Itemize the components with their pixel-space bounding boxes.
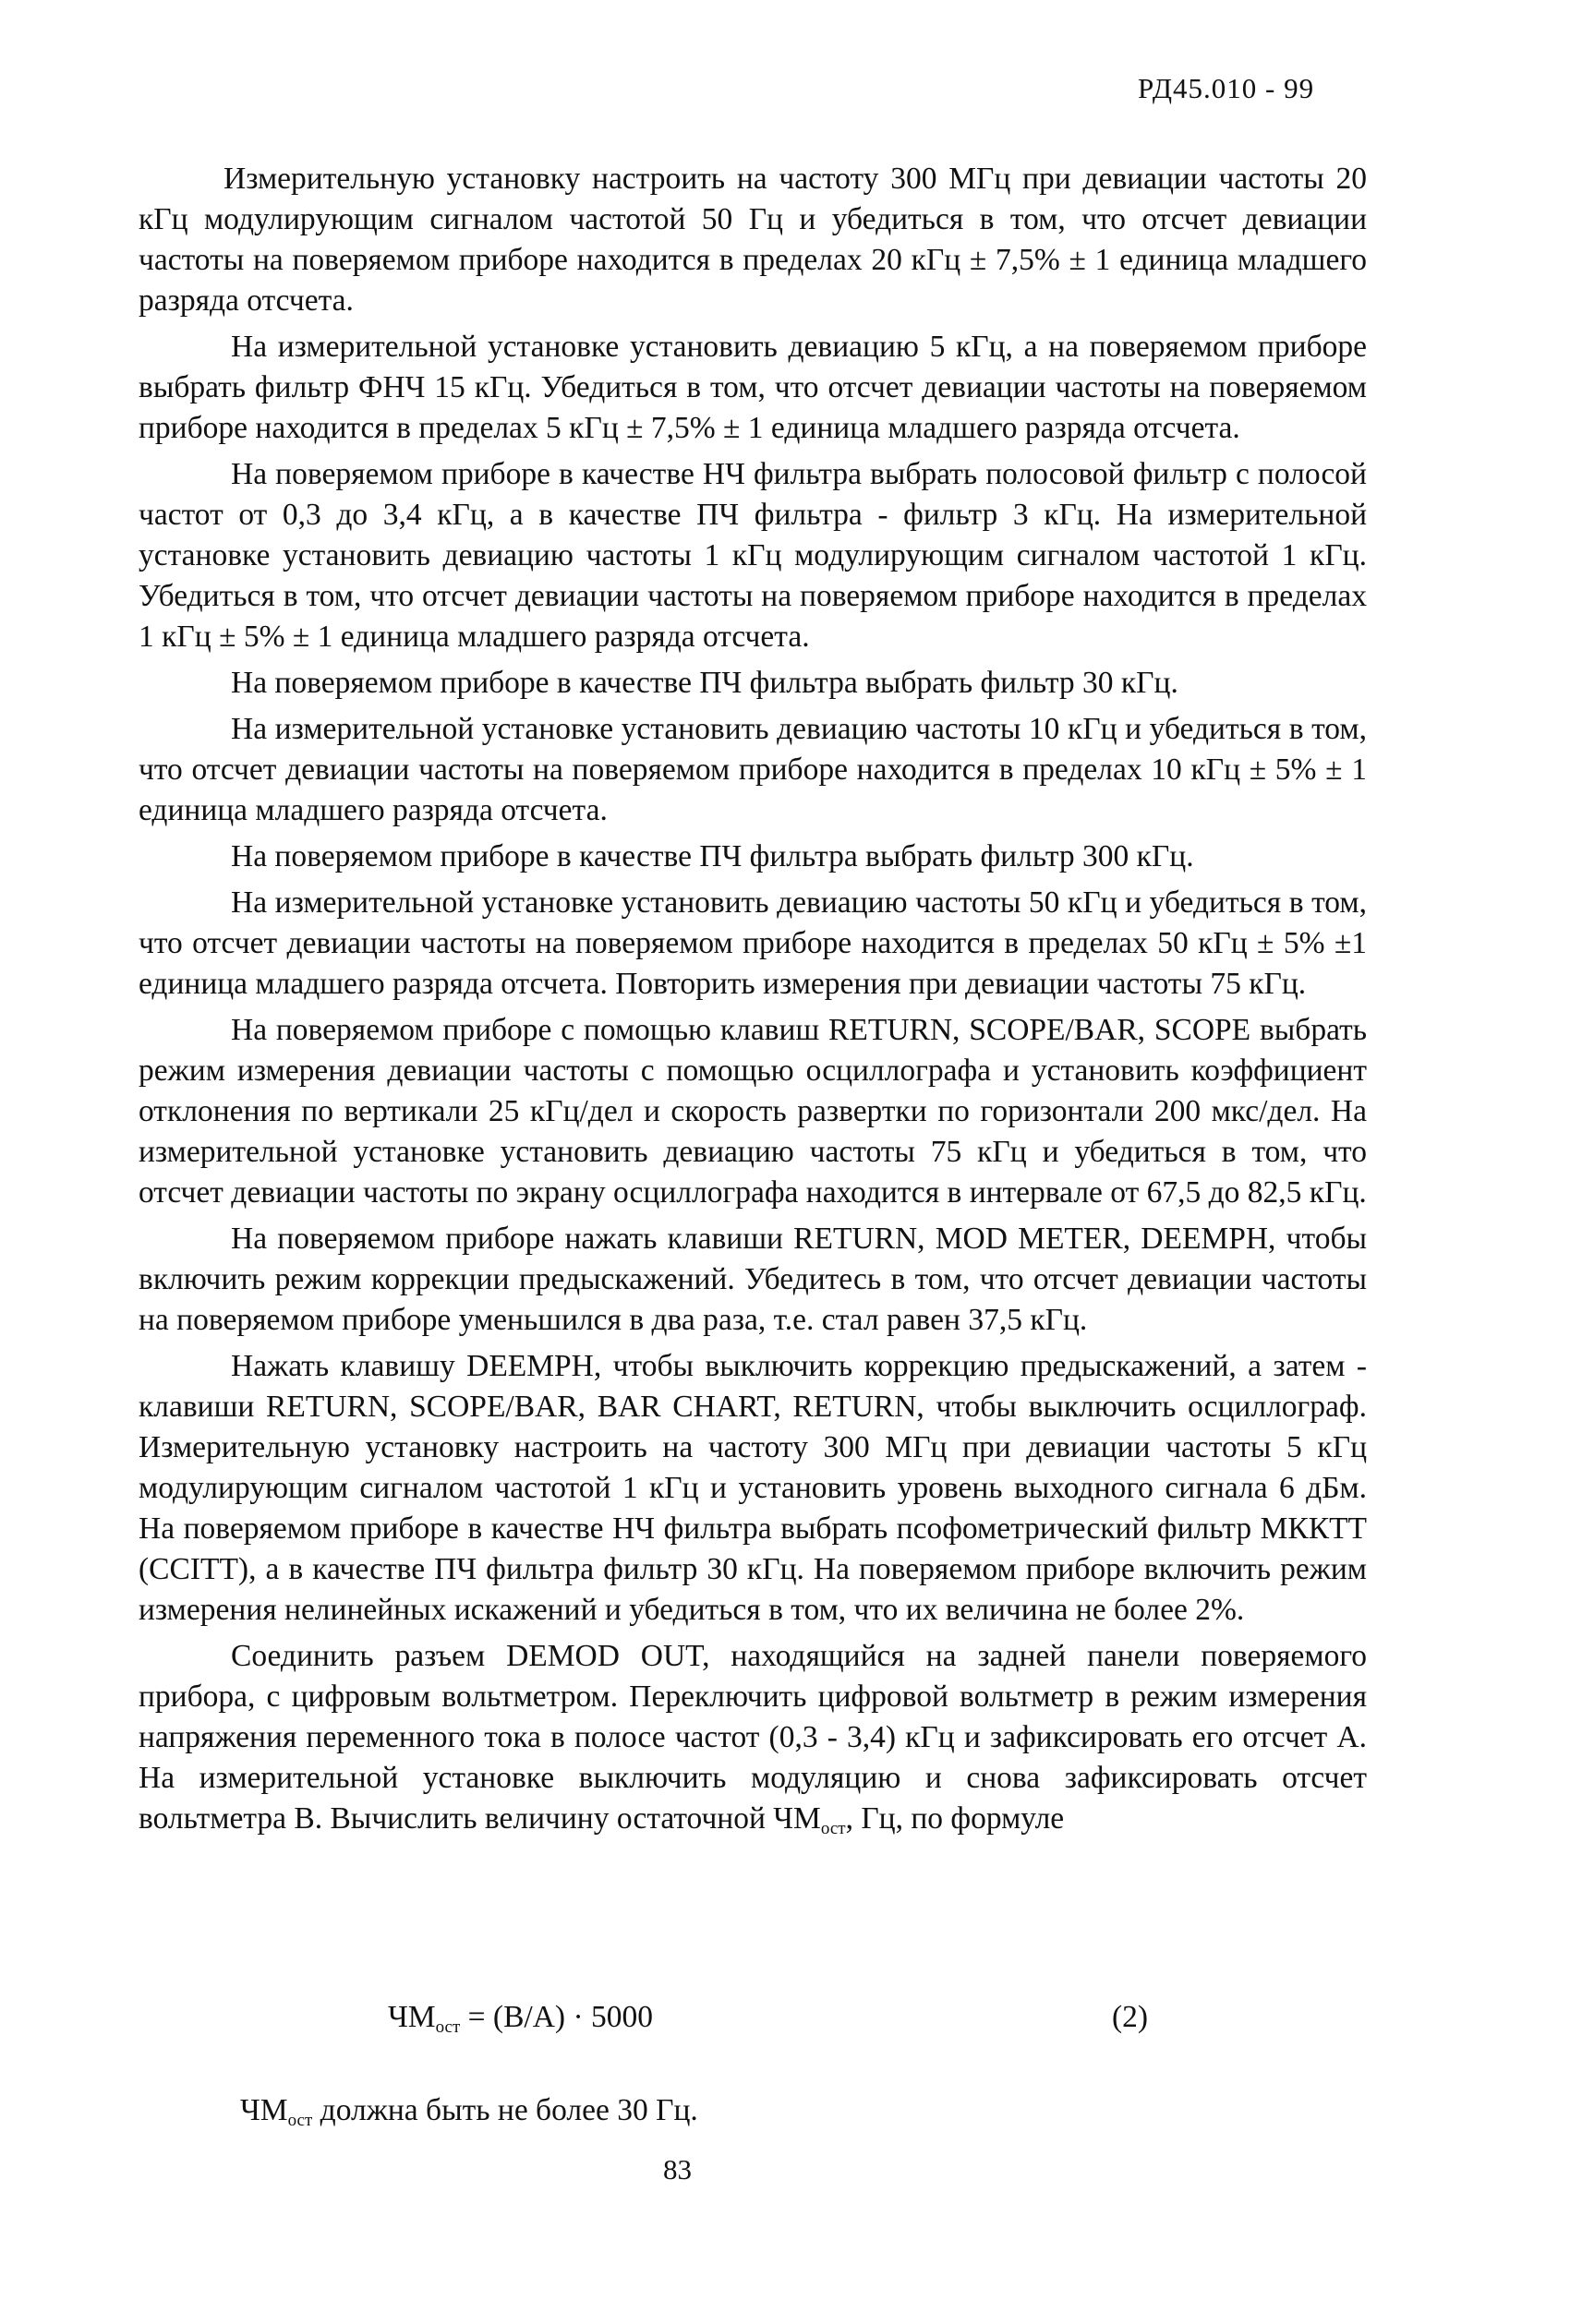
paragraph-2: На измерительной установке установить девиацию 5 кГц, а на поверяемом приборе выбрать фильтр ФНЧ 15 кГц. Убедиться в том, что отсчет девиации частоты на поверяемом приборе находится в пределах 5 кГц ± 7,5% ± 1 единица младшего разряда отсчета. bbox=[139, 330, 1367, 445]
formula-symbol: ЧМ bbox=[388, 2000, 436, 2034]
paragraph-6: На поверяемом приборе в качестве ПЧ фильтра выбрать фильтр 300 кГц. bbox=[231, 839, 1194, 873]
residual-fm-subscript: ост bbox=[820, 1819, 846, 1838]
paragraph-11-text: Соединить разъем DEMOD OUT, находящийся на задней панели поверяемого прибора, с цифровым вольтметром. Переключить цифровой вольтметр в режим измерения напряжения переменного тока в полосе частот (0,3 - 3,4) кГц и зафиксировать его отсчет А. На измерительной установке выключить модуляцию и снова зафиксировать отсчет вольтметра В. Вычислить величину остаточной bbox=[139, 1639, 1367, 1836]
conclusion-symbol: ЧМ bbox=[240, 2093, 288, 2127]
residual-fm-symbol: ЧМ bbox=[773, 1801, 821, 1836]
paragraph-5: На измерительной установке установить девиацию частоты 10 кГц и убедиться в том, что отсчет девиации частоты на поверяемом приборе находится в пределах 10 кГц ± 5% ± 1 единица младшего разряда отсчета. bbox=[139, 712, 1367, 827]
formula-subscript: ост bbox=[435, 2017, 461, 2037]
paragraph-8: На поверяемом приборе с помощью клавиш RETURN, SCOPE/BAR, SCOPE выбрать режим измерения девиации частоты с помощью осциллографа и установить коэффициент отклонения по вертикали 25 кГц/дел и скорость развертки по горизонтали 200 мкс/дел. На измерительной установке установить девиацию частоты 75 кГц и убедиться в том, что отсчет девиации частоты по экрану осциллографа находится в интервале от 67,5 до 82,5 кГц. bbox=[139, 1013, 1367, 1210]
formula-line bbox=[139, 1997, 1367, 2038]
body-text bbox=[139, 159, 1367, 1845]
conclusion-line bbox=[240, 2090, 698, 2131]
paragraph-1: Измерительную установку настроить на частоту 300 МГц при девиации частоты 20 кГц модулирующим сигналом частотой 50 Гц и убедиться в том, что отсчет девиации частоты на поверяемом приборе находится в пределах 20 кГц ± 7,5% ± 1 единица младшего разряда отсчета. bbox=[139, 162, 1367, 318]
conclusion-text: должна быть не более 30 Гц. bbox=[312, 2093, 698, 2127]
paragraph-9: На поверяемом приборе нажать клавиши RETURN, MOD METER, DEEMPH, чтобы включить режим коррекции предыскажений. Убедитесь в том, что отсчет девиации частоты на поверяемом приборе уменьшился в два раза, т.е. стал равен 37,5 кГц. bbox=[139, 1222, 1367, 1337]
paragraph-3: На поверяемом приборе в качестве НЧ фильтра выбрать полосовой фильтр с полосой частот от 0,3 до 3,4 кГц, а в качестве ПЧ фильтра - фильтр 3 кГц. На измерительной установке установить девиацию частоты 1 кГц модулирующим сигналом частотой 1 кГц. Убедиться в том, что отсчет девиации частоты на поверяемом приборе находится в пределах 1 кГц ± 5% ± 1 единица младшего разряда отсчета. bbox=[139, 457, 1367, 654]
conclusion-subscript: ост bbox=[287, 2111, 313, 2130]
document-code: РД45.010 - 99 bbox=[1138, 72, 1315, 104]
page-number: 83 bbox=[663, 2153, 692, 2186]
formula bbox=[388, 1997, 653, 2038]
formula-expression: = (В/А) · 5000 bbox=[460, 2000, 653, 2034]
paragraph-10: Нажать клавишу DEEMPH, чтобы выключить коррекцию предыскажений, а затем - клавиши RETURN, SCOPE/BAR, BAR CHART, RETURN, чтобы выключить осциллограф. Измерительную установку настроить на частоту 300 МГц при девиации частоты 5 кГц модулирующим сигналом частотой 1 кГц и установить уровень выходного сигнала 6 дБм. На поверяемом приборе в качестве НЧ фильтра выбрать псофометрический фильтр МККТТ (CCITT), а в качестве ПЧ фильтра фильтр 30 кГц. На поверяемом приборе включить режим измерения нелинейных искажений и убедиться в том, что их величина не более 2%. bbox=[139, 1349, 1367, 1627]
paragraph-11 bbox=[139, 1636, 1367, 1839]
formula-number: (2) bbox=[1112, 2000, 1149, 2034]
paragraph-7: На измерительной установке установить девиацию частоты 50 кГц и убедиться в том, что отсчет девиации частоты на поверяемом приборе находится в пределах 50 кГц ± 5% ±1 единица младшего разряда отсчета. Повторить измерения при девиации частоты 75 кГц. bbox=[139, 885, 1367, 1001]
paragraph-4: На поверяемом приборе в качестве ПЧ фильтра выбрать фильтр 30 кГц. bbox=[231, 666, 1178, 700]
paragraph-11-tail: , Гц, по формуле bbox=[845, 1801, 1065, 1836]
